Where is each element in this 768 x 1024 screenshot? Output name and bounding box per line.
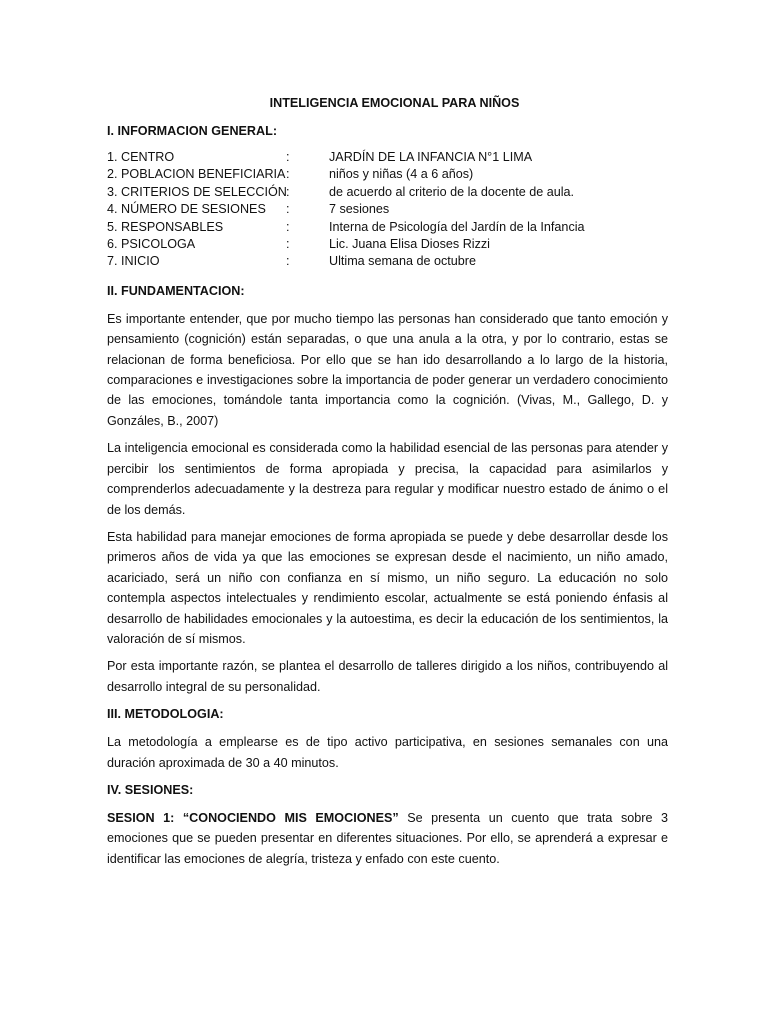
info-row [107, 236, 668, 253]
info-colon: : [286, 184, 290, 199]
info-row [107, 219, 668, 236]
section-heading-fundamentacion: II. FUNDAMENTACION: [107, 283, 245, 298]
info-value: Lic. Juana Elisa Dioses Rizzi [329, 237, 490, 252]
info-value: Interna de Psicología del Jardín de la Infancia [329, 219, 585, 234]
paragraph: Por esta importante razón, se plantea el desarrollo de talleres dirigido a los niños, contribuyendo al desarrollo integral de su personalidad. [107, 659, 668, 694]
info-label: 3. CRITERIOS DE SELECCIÓN [107, 184, 287, 199]
info-row [107, 201, 668, 218]
info-label: 1. CENTRO [107, 150, 175, 164]
info-colon: : [286, 254, 290, 269]
paragraph: La metodología a emplearse es de tipo activo participativa, en sesiones semanales con una duración aproximada de 30 a 40 minutos. [107, 735, 668, 770]
info-label: 7. INICIO [107, 254, 160, 269]
section-heading-metodologia: III. METODOLOGIA: [107, 707, 224, 722]
info-colon: : [286, 150, 290, 164]
section-heading-informacion: I. INFORMACION GENERAL: [107, 124, 278, 138]
paragraph: La inteligencia emocional es considerada como la habilidad esencial de las personas para atender y percibir los sentimientos de forma apropiada y precisa, la capacidad para asimilarlos y comprenderlos adecuadamente y la destreza para regular y modificar nuestro estado de ánimo o el de los demás. [107, 441, 668, 517]
info-row [107, 184, 668, 201]
info-value: Ultima semana de octubre [329, 254, 476, 269]
info-value: JARDÍN DE LA INFANCIA N°1 LIMA [329, 150, 533, 164]
info-label: 4. NÚMERO DE SESIONES [107, 202, 266, 217]
info-colon: : [286, 202, 290, 217]
session-text: Se presenta un cuento que trata sobre 3 emociones que se pueden presentar en diferentes situaciones. Por ello, se aprenderá a expresar e identificar las emociones de alegría, tristeza y enfado con este cuento. [107, 810, 668, 866]
info-row [107, 166, 668, 183]
info-row [107, 253, 668, 270]
session-title: SESION 1: “CONOCIENDO MIS EMOCIONES” [107, 810, 399, 825]
session-paragraph [107, 808, 668, 869]
info-label: 5. RESPONSABLES [107, 219, 224, 234]
info-label: 6. PSICOLOGA [107, 237, 196, 252]
info-label: 2. POBLACION BENEFICIARIA [107, 167, 286, 182]
info-value: 7 sesiones [329, 202, 390, 217]
info-colon: : [286, 219, 290, 234]
info-value: de acuerdo al criterio de la docente de aula. [329, 184, 575, 199]
section-heading-sesiones: IV. SESIONES: [107, 782, 194, 797]
info-table [107, 149, 668, 271]
info-colon: : [286, 167, 290, 182]
paragraph: Es importante entender, que por mucho tiempo las personas han considerado que tanto emoción y pensamiento (cognición) están separadas, o que una anula a la otra, y por lo contrario, estas se relacionan de forma beneficiosa. Por ello que se han ido desarrollando a lo largo de la historia, comparaciones e investigaciones sobre la importancia de poder generar un verdadero conocimiento de las emociones, tomándole tanta importancia como la cognición. (Vivas, M., Gallego, D. y Gonzáles, B., 2007) [107, 311, 668, 428]
paragraph: Esta habilidad para manejar emociones de forma apropiada se puede y debe desarrollar desde los primeros años de vida ya que las emociones se expresan desde el nacimiento, un niño amado, acariciado, será un niño con confianza en sí mismo, un niño seguro. La educación no solo contempla aspectos intelectuales y rendimiento escolar, actualmente se está poniendo énfasis al desarrollo de habilidades emocionales y la autoestima, es decir la educación de los sentimientos, la valoración de sí mismos. [107, 529, 668, 646]
info-row [107, 149, 668, 166]
document-title: INTELIGENCIA EMOCIONAL PARA NIÑOS [269, 96, 520, 110]
info-value: niños y niñas (4 a 6 años) [329, 167, 474, 182]
info-colon: : [286, 237, 290, 252]
